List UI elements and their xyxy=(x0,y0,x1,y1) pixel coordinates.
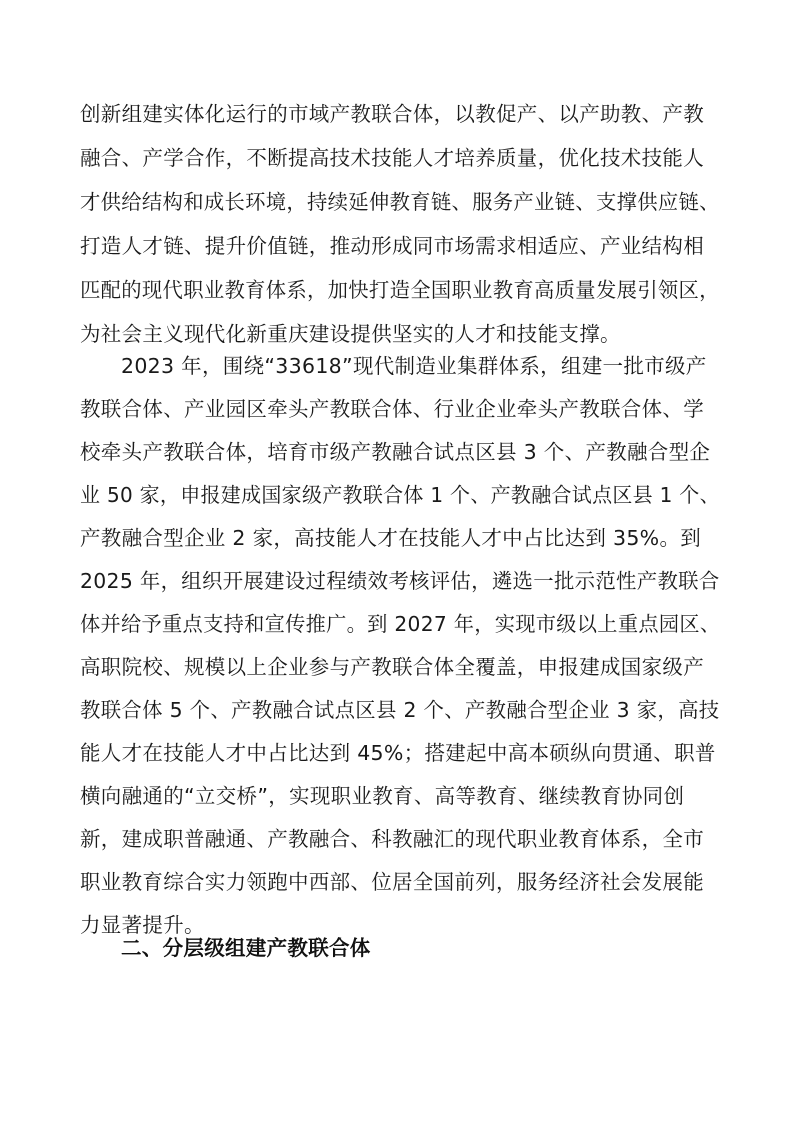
paragraph-line: 创新组建实体化运行的市域产教联合体，以教促产、以产助教、产教 xyxy=(80,102,704,126)
paragraph-line: 体并给予重点支持和宣传推广。到 2027 年，实现市级以上重点园区、 xyxy=(80,612,721,636)
paragraph-line: 能人才在技能人才中占比达到 45%；搭建起中高本硕纵向贯通、职普 xyxy=(80,741,716,765)
paragraph-line: 2023 年，围绕“33618”现代制造业集群体系，组建一批市级产 xyxy=(121,354,707,378)
paragraph-line: 为社会主义现代化新重庆建设提供坚实的人才和技能支撑。 xyxy=(80,322,621,346)
paragraph-line: 横向融通的“立交桥”，实现职业教育、高等教育、继续教育协同创 xyxy=(80,784,685,808)
paragraph-line: 职业教育综合实力领跑中西部、位居全国前列，服务经济社会发展能 xyxy=(80,870,704,894)
paragraph-line: 2025 年，组织开展建设过程绩效考核评估，遴选一批示范性产教联合 xyxy=(80,569,720,593)
paragraph-line: 产教融合型企业 2 家，高技能人才在技能人才中占比达到 35%。到 xyxy=(80,526,702,550)
paragraph-line: 融合、产学合作，不断提高技术技能人才培养质量，优化技术技能人 xyxy=(80,146,704,170)
paragraph-line: 教联合体 5 个、产教融合试点区县 2 个、产教融合型企业 3 家，高技 xyxy=(80,698,720,722)
paragraph-line: 力显著提升。 xyxy=(80,913,205,937)
paragraph-line: 业 50 家，申报建成国家级产教联合体 1 个、产教融合试点区县 1 个、 xyxy=(80,483,720,507)
paragraph-line: 教联合体、产业园区牵头产教联合体、行业企业牵头产教联合体、学 xyxy=(80,397,704,421)
paragraph-line: 高职院校、规模以上企业参与产教联合体全覆盖，申报建成国家级产 xyxy=(80,655,704,679)
paragraph-line: 校牵头产教联合体，培育市级产教融合试点区县 3 个、产教融合型企 xyxy=(80,440,711,464)
paragraph-line: 才供给结构和成长环境，持续延伸教育链、服务产业链、支撑供应链、 xyxy=(80,190,720,214)
paragraph-line: 新，建成职普融通、产教融合、科教融汇的现代职业教育体系，全市 xyxy=(80,827,704,851)
paragraph-line: 打造人才链、提升价值链，推动形成同市场需求相适应、产业结构相 xyxy=(80,234,704,258)
paragraph-line: 匹配的现代职业教育体系，加快打造全国职业教育高质量发展引领区， xyxy=(80,278,720,302)
section-heading: 二、分层级组建产教联合体 xyxy=(121,936,371,960)
